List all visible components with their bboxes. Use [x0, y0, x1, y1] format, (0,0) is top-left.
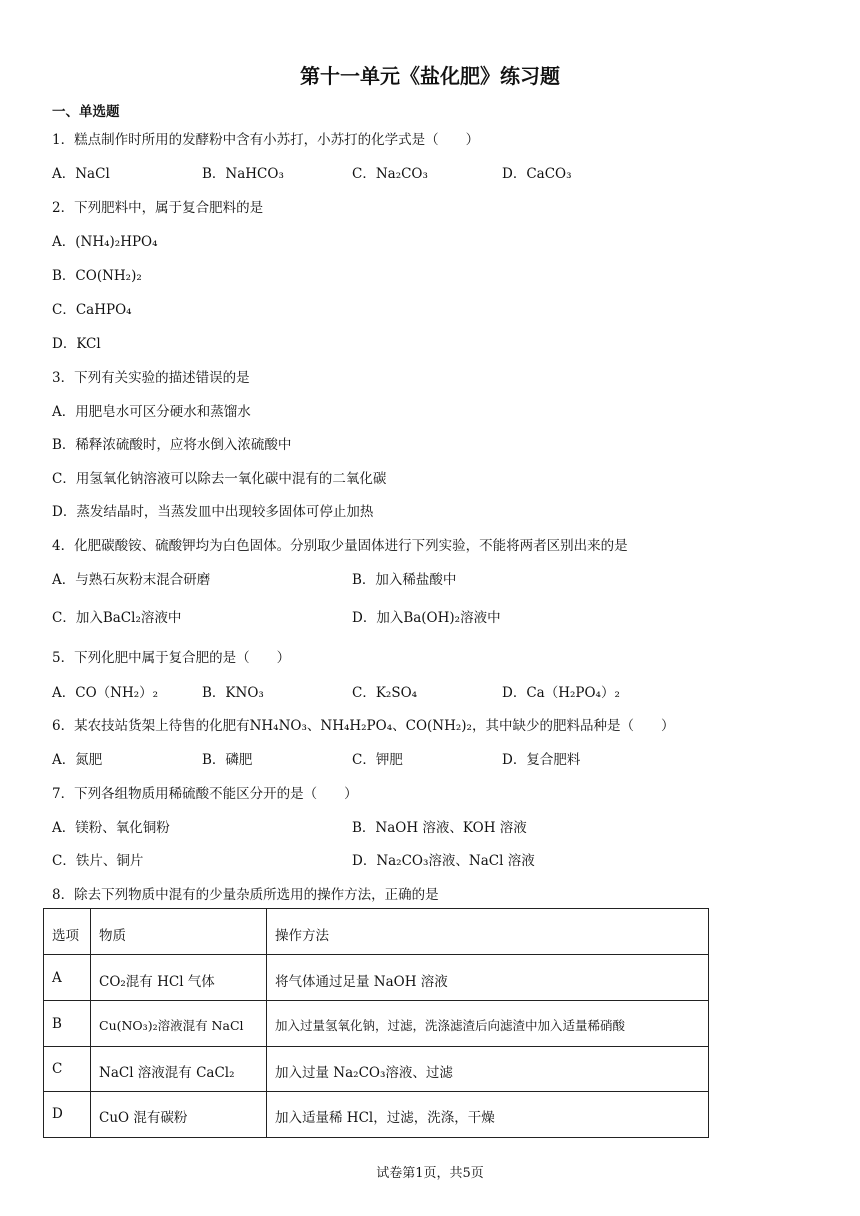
table-cell: C: [52, 1061, 63, 1077]
page-footer: 试卷第1页，共5页: [376, 1166, 484, 1181]
question-5-option-b: B．KNO₃: [202, 685, 264, 701]
question-3-option-c: C．用氢氧化钠溶液可以除去一氧化碳中混有的二氧化碳: [52, 471, 387, 487]
question-6-stem: 6．某农技站货架上待售的化肥有NH₄NO₃、NH₄H₂PO₄、CO(NH₂)₂，其中缺少的肥料品种是（ ）: [52, 718, 675, 734]
question-3-option-b: B．稀释浓硫酸时，应将水倒入浓硫酸中: [52, 437, 292, 453]
table-cell: A: [52, 970, 62, 986]
section-heading: 一、单选题: [52, 104, 120, 120]
question-6-option-d: D．复合肥料: [502, 752, 581, 768]
table-row-divider: [44, 1091, 708, 1092]
question-1-option-c: C．Na₂CO₃: [352, 166, 428, 182]
table-cell: 加入适量稀 HCl，过滤，洗涤，干燥: [275, 1110, 495, 1126]
question-3-stem: 3．下列有关实验的描述错误的是: [52, 370, 250, 386]
table-header-substance: 物质: [99, 928, 126, 944]
table-cell: CuO 混有碳粉: [99, 1110, 188, 1126]
question-7-option-a: A．镁粉、氧化铜粉: [52, 820, 170, 836]
table-cell: 加入过量氢氧化钠，过滤，洗涤滤渣后向滤渣中加入适量稀硝酸: [275, 1018, 626, 1033]
question-5-option-d: D．Ca（H₂PO₄）₂: [502, 685, 620, 701]
question-6-option-a: A．氮肥: [52, 752, 103, 768]
table-row-divider: [44, 1000, 708, 1001]
table-header-option: 选项: [52, 928, 79, 944]
question-7-option-b: B．NaOH 溶液、KOH 溶液: [352, 820, 527, 836]
question-8-stem: 8．除去下列物质中混有的少量杂质所选用的操作方法，正确的是: [52, 887, 439, 903]
question-1-option-b: B．NaHCO₃: [202, 166, 284, 182]
question-4-option-c: C．加入BaCl₂溶液中: [52, 610, 182, 626]
table-row-divider: [44, 1046, 708, 1047]
table-cell: NaCl 溶液混有 CaCl₂: [99, 1065, 235, 1081]
question-2-stem: 2．下列肥料中，属于复合肥料的是: [52, 200, 264, 216]
table-cell: 将气体通过足量 NaOH 溶液: [275, 974, 448, 990]
question-2-option-c: C．CaHPO₄: [52, 302, 132, 318]
question-2-option-b: B．CO(NH₂)₂: [52, 268, 142, 284]
table-column-divider: [266, 909, 267, 1137]
table-cell: Cu(NO₃)₂溶液混有 NaCl: [99, 1018, 244, 1033]
question-4-option-d: D．加入Ba(OH)₂溶液中: [352, 610, 501, 626]
options-table: [43, 908, 709, 1138]
question-2-option-d: D．KCl: [52, 336, 101, 352]
table-row-divider: [44, 954, 708, 955]
question-7-option-c: C．铁片、铜片: [52, 853, 144, 869]
question-2-option-a: A．(NH₄)₂HPO₄: [52, 234, 158, 250]
question-6-option-b: B．磷肥: [202, 752, 253, 768]
page-title: 第十一单元《盐化肥》练习题: [300, 64, 560, 88]
question-5-option-c: C．K₂SO₄: [352, 685, 418, 701]
question-1-option-d: D．CaCO₃: [502, 166, 572, 182]
table-cell: 加入过量 Na₂CO₃溶液、过滤: [275, 1065, 453, 1081]
question-3-option-d: D．蒸发结晶时，当蒸发皿中出现较多固体可停止加热: [52, 504, 374, 520]
question-3-option-a: A．用肥皂水可区分硬水和蒸馏水: [52, 404, 251, 420]
question-1-stem: 1．糕点制作时所用的发酵粉中含有小苏打，小苏打的化学式是（ ）: [52, 132, 480, 148]
question-5-stem: 5．下列化肥中属于复合肥的是（ ）: [52, 650, 291, 666]
question-7-stem: 7．下列各组物质用稀硫酸不能区分开的是（ ）: [52, 786, 358, 802]
table-cell: CO₂混有 HCl 气体: [99, 974, 215, 990]
table-header-method: 操作方法: [275, 928, 329, 944]
question-4-stem: 4．化肥碳酸铵、硫酸钾均为白色固体。分别取少量固体进行下列实验，不能将两者区别出来的是: [52, 538, 628, 554]
question-5-option-a: A．CO（NH₂）₂: [52, 685, 159, 701]
table-column-divider: [90, 909, 91, 1137]
question-4-option-a: A．与熟石灰粉末混合研磨: [52, 572, 211, 588]
table-cell: D: [52, 1106, 63, 1122]
question-1-option-a: A．NaCl: [52, 166, 110, 182]
question-7-option-d: D．Na₂CO₃溶液、NaCl 溶液: [352, 853, 535, 869]
question-6-option-c: C．钾肥: [352, 752, 403, 768]
table-cell: B: [52, 1016, 62, 1032]
question-4-option-b: B．加入稀盐酸中: [352, 572, 457, 588]
